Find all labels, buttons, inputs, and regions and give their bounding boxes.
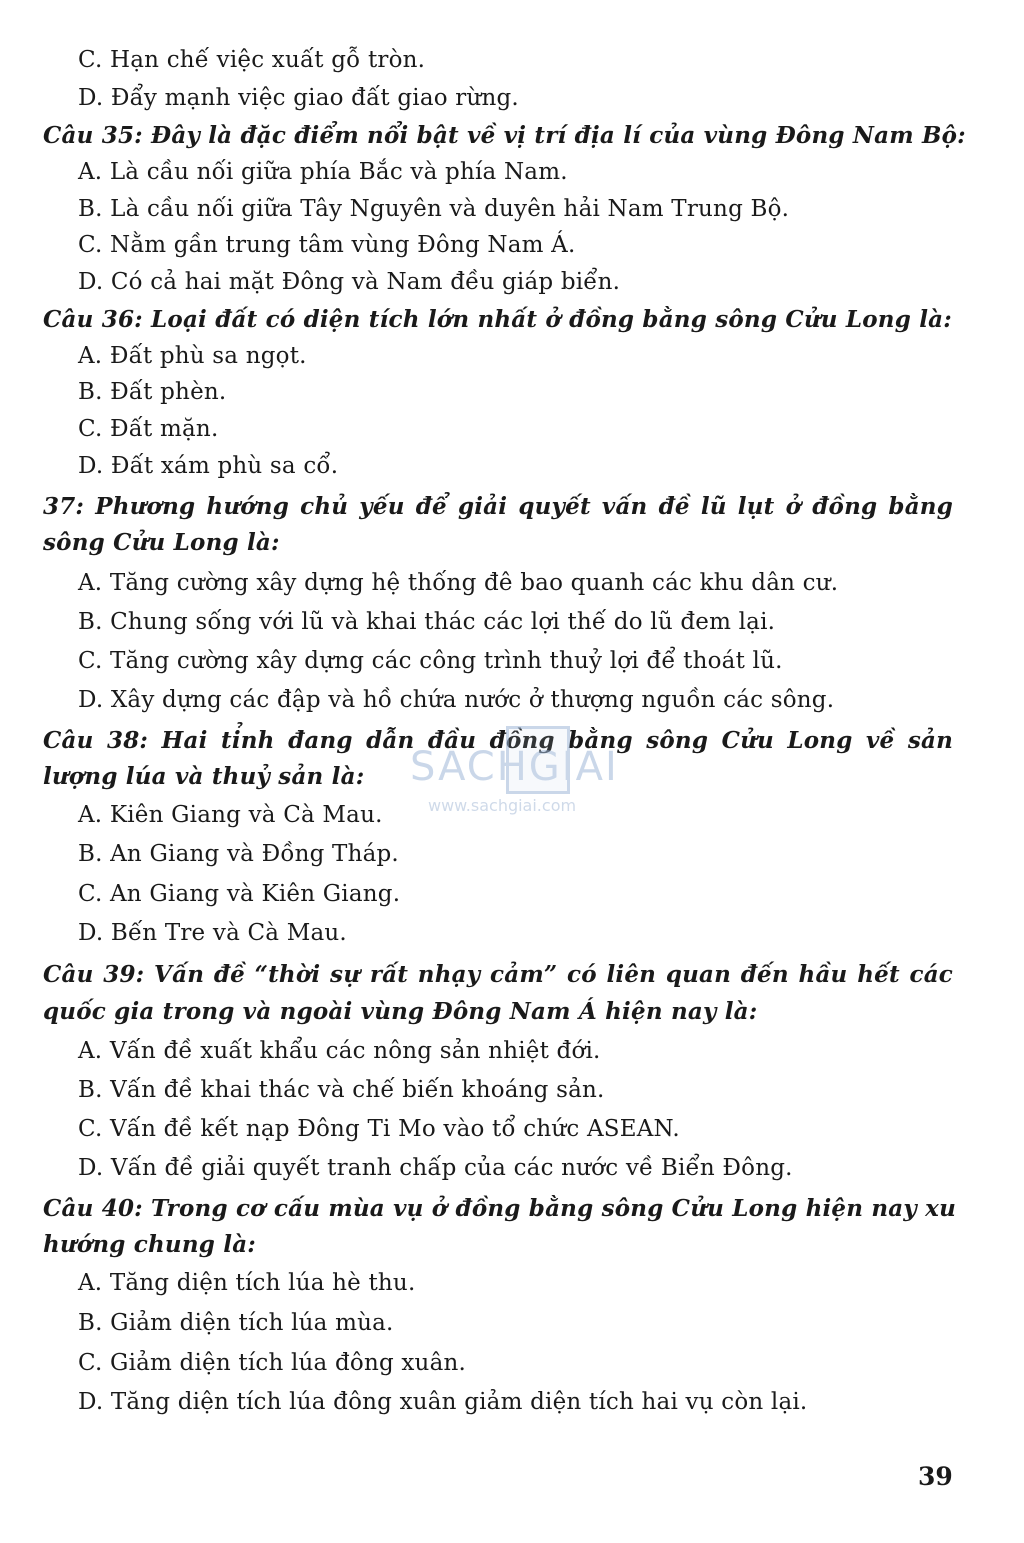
option-b: B. Đất phèn. — [78, 379, 227, 405]
option-c: C. Đất mặn. — [78, 416, 219, 442]
option-c: C. Nằm gần trung tâm vùng Đông Nam Á. — [78, 232, 576, 258]
question-38-line-1: Câu 38: Hai tỉnh đang dẫn đầu đồng bằng sông Cửu Long về sản — [43, 727, 953, 754]
option-d: D. Tăng diện tích lúa đông xuân giảm diện tích hai vụ còn lại. — [78, 1389, 808, 1415]
option-b: B. An Giang và Đồng Tháp. — [78, 841, 399, 867]
option-d: D. Đẩy mạnh việc giao đất giao rừng. — [78, 85, 519, 111]
option-b: B. Giảm diện tích lúa mùa. — [78, 1310, 394, 1336]
option-b: B. Là cầu nối giữa Tây Nguyên và duyên hải Nam Trung Bộ. — [78, 196, 790, 222]
option-c: C. Tăng cường xây dựng các công trình thuỷ lợi để thoát lũ. — [78, 648, 783, 674]
question-35: Câu 35: Đây là đặc điểm nổi bật về vị trí địa lí của vùng Đông Nam Bộ: — [43, 122, 966, 149]
option-d: D. Xây dựng các đập và hồ chứa nước ở thượng nguồn các sông. — [78, 687, 835, 713]
option-a: A. Tăng diện tích lúa hè thu. — [78, 1270, 416, 1296]
option-a: A. Tăng cường xây dựng hệ thống đê bao quanh các khu dân cư. — [78, 570, 839, 596]
option-d: D. Có cả hai mặt Đông và Nam đều giáp biển. — [78, 269, 621, 295]
option-a: A. Là cầu nối giữa phía Bắc và phía Nam. — [78, 159, 568, 185]
option-b: B. Vấn đề khai thác và chế biến khoáng sản. — [78, 1077, 605, 1103]
question-40-line-2: hướng chung là: — [43, 1231, 256, 1258]
question-37-line-1: 37: Phương hướng chủ yếu để giải quyết vấn đề lũ lụt ở đồng bằng — [43, 493, 953, 520]
question-40-line-1: Câu 40: Trong cơ cấu mùa vụ ở đồng bằng sông Cửu Long hiện nay xu — [43, 1195, 957, 1222]
page-number: 39 — [918, 1462, 953, 1491]
watermark-url: www.sachgiai.com — [428, 796, 577, 815]
option-d: D. Vấn đề giải quyết tranh chấp của các nước về Biển Đông. — [78, 1155, 793, 1181]
option-a: A. Vấn đề xuất khẩu các nông sản nhiệt đới. — [78, 1038, 601, 1064]
option-a: A. Kiên Giang và Cà Mau. — [78, 802, 383, 828]
option-a: A. Đất phù sa ngọt. — [78, 343, 307, 369]
option-d: D. Đất xám phù sa cổ. — [78, 453, 339, 479]
question-39-line-2: quốc gia trong và ngoài vùng Đông Nam Á hiện nay là: — [43, 998, 758, 1025]
option-c: C. Hạn chế việc xuất gỗ tròn. — [78, 47, 426, 73]
option-c: C. An Giang và Kiên Giang. — [78, 881, 401, 907]
question-36: Câu 36: Loại đất có diện tích lớn nhất ở đồng bằng sông Cửu Long là: — [43, 306, 952, 333]
option-d: D. Bến Tre và Cà Mau. — [78, 920, 347, 946]
watermark — [410, 722, 620, 832]
question-37-line-2: sông Cửu Long là: — [43, 529, 280, 556]
option-b: B. Chung sống với lũ và khai thác các lợi thế do lũ đem lại. — [78, 609, 776, 635]
question-39-line-1: Câu 39: Vấn đề “thời sự rất nhạy cảm” có liên quan đến hầu hết các — [43, 961, 953, 988]
question-38-line-2: lượng lúa và thuỷ sản là: — [43, 763, 365, 790]
option-c: C. Vấn đề kết nạp Đông Ti Mo vào tổ chức ASEAN. — [78, 1116, 680, 1142]
option-c: C. Giảm diện tích lúa đông xuân. — [78, 1350, 467, 1376]
watermark-brand: SACHGIAI — [410, 744, 619, 790]
